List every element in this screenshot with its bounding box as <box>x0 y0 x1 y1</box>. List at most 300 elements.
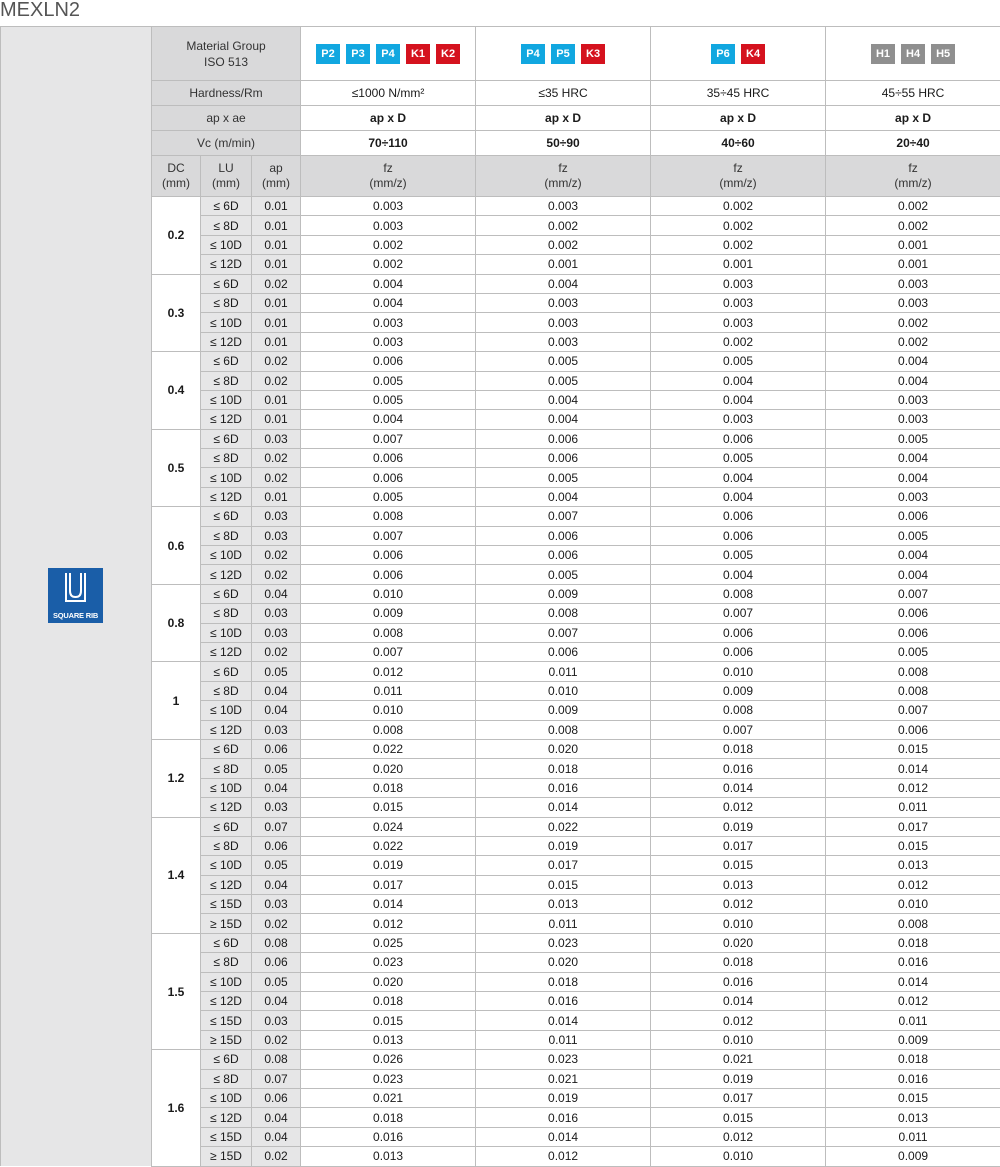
lu-cell: ≤ 10D <box>201 701 252 720</box>
fz-cell: 0.019 <box>476 836 651 855</box>
ap-cell: 0.01 <box>252 197 301 216</box>
fz-cell: 0.006 <box>476 449 651 468</box>
fz-cell: 0.008 <box>301 623 476 642</box>
fz-cell: 0.004 <box>826 371 1000 390</box>
ap-cell: 0.04 <box>252 584 301 603</box>
fz-cell: 0.002 <box>826 216 1000 235</box>
fz-cell: 0.014 <box>476 798 651 817</box>
fz-cell: 0.004 <box>476 487 651 506</box>
fz-label: fz <box>301 161 475 176</box>
fz-cell: 0.013 <box>301 1030 476 1049</box>
ap-cell: 0.02 <box>252 352 301 371</box>
table-row <box>152 623 1000 642</box>
fz-cell: 0.006 <box>651 526 826 545</box>
fz-cell: 0.018 <box>301 1108 476 1127</box>
fz-cell: 0.011 <box>301 681 476 700</box>
fz-cell: 0.007 <box>476 507 651 526</box>
fz-cell: 0.006 <box>651 642 826 661</box>
fz-header <box>826 156 1000 197</box>
fz-cell: 0.006 <box>476 546 651 565</box>
fz-cell: 0.003 <box>301 197 476 216</box>
fz-cell: 0.014 <box>826 972 1000 991</box>
lu-header <box>201 156 252 197</box>
fz-cell: 0.014 <box>651 778 826 797</box>
ap-label: ap <box>252 161 300 176</box>
lu-cell: ≤ 12D <box>201 875 252 894</box>
fz-cell: 0.007 <box>651 720 826 739</box>
table-row <box>152 720 1000 739</box>
table-row <box>152 895 1000 914</box>
table-row <box>152 759 1000 778</box>
lu-cell: ≤ 10D <box>201 972 252 991</box>
fz-unit: (mm/z) <box>476 176 650 191</box>
lu-cell: ≤ 12D <box>201 255 252 274</box>
fz-cell: 0.016 <box>476 778 651 797</box>
material-group-label: Material Group <box>152 38 300 54</box>
fz-cell: 0.008 <box>301 507 476 526</box>
fz-cell: 0.003 <box>826 487 1000 506</box>
fz-cell: 0.002 <box>651 332 826 351</box>
table-row <box>152 235 1000 254</box>
fz-cell: 0.003 <box>826 274 1000 293</box>
fz-cell: 0.002 <box>476 216 651 235</box>
fz-cell: 0.010 <box>476 681 651 700</box>
iso-badge-p6: P6 <box>711 44 735 64</box>
fz-cell: 0.002 <box>826 313 1000 332</box>
ap-cell: 0.03 <box>252 526 301 545</box>
fz-cell: 0.003 <box>301 332 476 351</box>
ap-cell: 0.08 <box>252 933 301 952</box>
table-row <box>152 1088 1000 1107</box>
ap-cell: 0.02 <box>252 1147 301 1166</box>
table-row <box>152 1030 1000 1049</box>
fz-cell: 0.012 <box>826 992 1000 1011</box>
fz-label: fz <box>826 161 1000 176</box>
ap-cell: 0.06 <box>252 739 301 758</box>
fz-cell: 0.004 <box>476 274 651 293</box>
fz-cell: 0.009 <box>301 604 476 623</box>
fz-cell: 0.006 <box>826 623 1000 642</box>
lu-cell: ≤ 12D <box>201 720 252 739</box>
table-row <box>152 778 1000 797</box>
fz-cell: 0.005 <box>651 546 826 565</box>
fz-cell: 0.016 <box>476 1108 651 1127</box>
fz-cell: 0.006 <box>826 507 1000 526</box>
fz-cell: 0.004 <box>651 390 826 409</box>
fz-cell: 0.020 <box>301 972 476 991</box>
fz-cell: 0.018 <box>301 778 476 797</box>
fz-cell: 0.018 <box>651 739 826 758</box>
fz-cell: 0.021 <box>476 1069 651 1088</box>
table-row <box>152 1011 1000 1030</box>
dc-cell: 0.2 <box>152 197 201 275</box>
ap-cell: 0.04 <box>252 778 301 797</box>
fz-cell: 0.004 <box>826 449 1000 468</box>
lu-cell: ≤ 6D <box>201 1050 252 1069</box>
fz-cell: 0.003 <box>476 332 651 351</box>
ap-cell: 0.07 <box>252 817 301 836</box>
fz-cell: 0.010 <box>301 584 476 603</box>
lu-cell: ≤ 12D <box>201 1108 252 1127</box>
fz-cell: 0.011 <box>826 1127 1000 1146</box>
table-row <box>152 972 1000 991</box>
lu-cell: ≥ 15D <box>201 1030 252 1049</box>
fz-cell: 0.009 <box>826 1030 1000 1049</box>
table-row <box>152 604 1000 623</box>
fz-cell: 0.023 <box>476 933 651 952</box>
fz-cell: 0.006 <box>651 429 826 448</box>
fz-cell: 0.008 <box>476 604 651 623</box>
fz-cell: 0.023 <box>301 1069 476 1088</box>
dc-header <box>152 156 201 197</box>
fz-cell: 0.007 <box>826 584 1000 603</box>
fz-cell: 0.021 <box>301 1088 476 1107</box>
fz-cell: 0.018 <box>826 1050 1000 1069</box>
fz-cell: 0.012 <box>651 798 826 817</box>
fz-cell: 0.005 <box>301 371 476 390</box>
lu-cell: ≤ 8D <box>201 216 252 235</box>
fz-cell: 0.012 <box>301 662 476 681</box>
group-2-badges <box>476 27 651 81</box>
dc-cell: 1.6 <box>152 1050 201 1166</box>
dc-cell: 0.4 <box>152 352 201 430</box>
table-row <box>152 449 1000 468</box>
fz-cell: 0.018 <box>826 933 1000 952</box>
table-row <box>152 856 1000 875</box>
dc-cell: 0.6 <box>152 507 201 585</box>
fz-cell: 0.010 <box>301 701 476 720</box>
lu-cell: ≤ 12D <box>201 798 252 817</box>
fz-cell: 0.013 <box>476 895 651 914</box>
fz-cell: 0.022 <box>476 817 651 836</box>
fz-cell: 0.003 <box>301 313 476 332</box>
fz-header <box>651 156 826 197</box>
fz-cell: 0.018 <box>476 759 651 778</box>
ap-cell: 0.02 <box>252 546 301 565</box>
square-rib-icon <box>65 573 86 603</box>
fz-cell: 0.004 <box>651 468 826 487</box>
table-row <box>152 1108 1000 1127</box>
table-row <box>152 914 1000 933</box>
lu-label: LU <box>201 161 251 176</box>
page-title: MEXLN2 <box>0 0 80 23</box>
square-rib-badge <box>48 568 103 623</box>
ap-cell: 0.01 <box>252 332 301 351</box>
table-row <box>152 642 1000 661</box>
fz-cell: 0.015 <box>651 856 826 875</box>
fz-cell: 0.008 <box>826 662 1000 681</box>
iso-badge-k4: K4 <box>741 44 765 64</box>
table-row <box>152 352 1000 371</box>
fz-cell: 0.015 <box>476 875 651 894</box>
fz-cell: 0.009 <box>476 584 651 603</box>
lu-cell: ≤ 12D <box>201 992 252 1011</box>
fz-cell: 0.010 <box>651 1030 826 1049</box>
dc-cell: 0.3 <box>152 274 201 352</box>
table-row <box>152 255 1000 274</box>
fz-cell: 0.011 <box>476 1030 651 1049</box>
fz-cell: 0.017 <box>301 875 476 894</box>
ap-cell: 0.02 <box>252 914 301 933</box>
fz-cell: 0.005 <box>301 487 476 506</box>
fz-cell: 0.007 <box>476 623 651 642</box>
table-row <box>152 507 1000 526</box>
fz-cell: 0.006 <box>476 642 651 661</box>
ap-cell: 0.05 <box>252 662 301 681</box>
lu-cell: ≥ 15D <box>201 1147 252 1166</box>
fz-cell: 0.016 <box>826 953 1000 972</box>
ap-cell: 0.02 <box>252 449 301 468</box>
lu-cell: ≤ 10D <box>201 856 252 875</box>
ap-cell: 0.01 <box>252 293 301 312</box>
fz-unit: (mm/z) <box>651 176 825 191</box>
lu-cell: ≤ 8D <box>201 293 252 312</box>
fz-cell: 0.003 <box>476 197 651 216</box>
iso-badge-k2: K2 <box>436 44 460 64</box>
ap-cell: 0.05 <box>252 972 301 991</box>
lu-cell: ≤ 10D <box>201 235 252 254</box>
fz-cell: 0.015 <box>826 836 1000 855</box>
fz-cell: 0.004 <box>651 565 826 584</box>
fz-cell: 0.016 <box>476 992 651 1011</box>
iso-badge-k1: K1 <box>406 44 430 64</box>
fz-cell: 0.005 <box>301 390 476 409</box>
fz-cell: 0.012 <box>651 895 826 914</box>
iso-badge-h5: H5 <box>931 44 955 64</box>
table-row <box>152 274 1000 293</box>
fz-cell: 0.004 <box>826 546 1000 565</box>
fz-cell: 0.005 <box>476 371 651 390</box>
apae-value: ap x D <box>301 106 476 131</box>
fz-cell: 0.018 <box>651 953 826 972</box>
fz-cell: 0.006 <box>301 565 476 584</box>
fz-cell: 0.004 <box>651 371 826 390</box>
dc-unit: (mm) <box>152 176 200 191</box>
fz-cell: 0.004 <box>476 390 651 409</box>
ap-cell: 0.03 <box>252 623 301 642</box>
table-row <box>152 662 1000 681</box>
dc-cell: 1.2 <box>152 739 201 817</box>
fz-cell: 0.012 <box>476 1147 651 1166</box>
fz-cell: 0.010 <box>826 895 1000 914</box>
hardness-value: 35÷45 HRC <box>651 81 826 106</box>
fz-cell: 0.005 <box>651 449 826 468</box>
fz-cell: 0.017 <box>651 836 826 855</box>
lu-cell: ≤ 10D <box>201 623 252 642</box>
fz-cell: 0.002 <box>651 235 826 254</box>
fz-unit: (mm/z) <box>301 176 475 191</box>
fz-cell: 0.018 <box>476 972 651 991</box>
fz-cell: 0.014 <box>826 759 1000 778</box>
vc-value: 70÷110 <box>301 131 476 156</box>
ap-cell: 0.07 <box>252 1069 301 1088</box>
fz-cell: 0.001 <box>651 255 826 274</box>
apae-value: ap x D <box>826 106 1000 131</box>
ap-cell: 0.04 <box>252 875 301 894</box>
ap-cell: 0.01 <box>252 255 301 274</box>
table-row <box>152 487 1000 506</box>
dc-cell: 1 <box>152 662 201 740</box>
table-row <box>152 546 1000 565</box>
fz-cell: 0.007 <box>301 526 476 545</box>
ap-cell: 0.04 <box>252 701 301 720</box>
fz-cell: 0.006 <box>301 546 476 565</box>
hardness-value: 45÷55 HRC <box>826 81 1000 106</box>
fz-cell: 0.014 <box>301 895 476 914</box>
fz-cell: 0.001 <box>826 235 1000 254</box>
ap-cell: 0.02 <box>252 1030 301 1049</box>
vc-row <box>152 131 1000 156</box>
fz-cell: 0.012 <box>301 914 476 933</box>
table-row <box>152 817 1000 836</box>
ap-cell: 0.01 <box>252 410 301 429</box>
fz-cell: 0.019 <box>301 856 476 875</box>
fz-cell: 0.002 <box>301 235 476 254</box>
table-row <box>152 836 1000 855</box>
fz-cell: 0.016 <box>651 972 826 991</box>
fz-cell: 0.004 <box>476 410 651 429</box>
fz-cell: 0.012 <box>826 875 1000 894</box>
dc-cell: 0.5 <box>152 429 201 507</box>
table-row <box>152 1050 1000 1069</box>
lu-cell: ≤ 6D <box>201 352 252 371</box>
lu-cell: ≤ 12D <box>201 565 252 584</box>
fz-cell: 0.010 <box>651 662 826 681</box>
lu-cell: ≤ 12D <box>201 642 252 661</box>
dc-cell: 1.5 <box>152 933 201 1049</box>
iso-badge-h4: H4 <box>901 44 925 64</box>
fz-cell: 0.005 <box>476 468 651 487</box>
vc-value: 20÷40 <box>826 131 1000 156</box>
lu-cell: ≤ 6D <box>201 933 252 952</box>
ap-cell: 0.03 <box>252 429 301 448</box>
lu-cell: ≤ 8D <box>201 371 252 390</box>
fz-cell: 0.024 <box>301 817 476 836</box>
fz-cell: 0.019 <box>651 1069 826 1088</box>
table-row <box>152 1147 1000 1166</box>
ap-cell: 0.04 <box>252 1108 301 1127</box>
fz-cell: 0.003 <box>651 274 826 293</box>
lu-cell: ≤ 8D <box>201 1069 252 1088</box>
ap-cell: 0.03 <box>252 507 301 526</box>
table-row <box>152 313 1000 332</box>
ap-cell: 0.03 <box>252 798 301 817</box>
group-3-badges <box>651 27 826 81</box>
table-row <box>152 875 1000 894</box>
fz-cell: 0.004 <box>826 468 1000 487</box>
fz-cell: 0.010 <box>651 914 826 933</box>
iso-badge-p4: P4 <box>376 44 400 64</box>
fz-cell: 0.016 <box>301 1127 476 1146</box>
lu-cell: ≤ 10D <box>201 546 252 565</box>
fz-cell: 0.010 <box>651 1147 826 1166</box>
ap-cell: 0.01 <box>252 390 301 409</box>
fz-cell: 0.007 <box>651 604 826 623</box>
table-row <box>152 681 1000 700</box>
fz-cell: 0.020 <box>651 933 826 952</box>
fz-cell: 0.009 <box>826 1147 1000 1166</box>
fz-cell: 0.007 <box>826 701 1000 720</box>
ap-cell: 0.03 <box>252 720 301 739</box>
fz-cell: 0.006 <box>301 449 476 468</box>
fz-cell: 0.008 <box>301 720 476 739</box>
fz-cell: 0.002 <box>301 255 476 274</box>
ap-cell: 0.06 <box>252 1088 301 1107</box>
fz-cell: 0.020 <box>476 953 651 972</box>
fz-cell: 0.015 <box>301 1011 476 1030</box>
fz-cell: 0.008 <box>651 584 826 603</box>
fz-cell: 0.014 <box>476 1127 651 1146</box>
ap-cell: 0.03 <box>252 895 301 914</box>
fz-unit: (mm/z) <box>826 176 1000 191</box>
fz-cell: 0.006 <box>826 604 1000 623</box>
ap-cell: 0.04 <box>252 1127 301 1146</box>
fz-cell: 0.003 <box>476 313 651 332</box>
table-row <box>152 410 1000 429</box>
fz-cell: 0.009 <box>476 701 651 720</box>
lu-cell: ≤ 8D <box>201 526 252 545</box>
fz-cell: 0.009 <box>651 681 826 700</box>
ap-cell: 0.06 <box>252 953 301 972</box>
fz-cell: 0.002 <box>476 235 651 254</box>
apae-value: ap x D <box>476 106 651 131</box>
fz-cell: 0.014 <box>651 992 826 1011</box>
fz-cell: 0.007 <box>301 429 476 448</box>
fz-cell: 0.017 <box>651 1088 826 1107</box>
fz-cell: 0.014 <box>476 1011 651 1030</box>
lu-cell: ≤ 8D <box>201 759 252 778</box>
lu-cell: ≤ 6D <box>201 429 252 448</box>
fz-cell: 0.018 <box>301 992 476 1011</box>
fz-cell: 0.013 <box>301 1147 476 1166</box>
lu-cell: ≤ 12D <box>201 487 252 506</box>
ap-cell: 0.04 <box>252 992 301 1011</box>
hardness-value: ≤35 HRC <box>476 81 651 106</box>
fz-cell: 0.006 <box>476 526 651 545</box>
hardness-label: Hardness/Rm <box>152 81 301 106</box>
fz-cell: 0.002 <box>651 216 826 235</box>
fz-cell: 0.006 <box>651 507 826 526</box>
fz-cell: 0.005 <box>826 642 1000 661</box>
iso-badge-p2: P2 <box>316 44 340 64</box>
lu-cell: ≤ 6D <box>201 274 252 293</box>
iso-badge-p3: P3 <box>346 44 370 64</box>
ap-cell: 0.02 <box>252 371 301 390</box>
fz-cell: 0.020 <box>476 739 651 758</box>
fz-cell: 0.003 <box>651 313 826 332</box>
lu-cell: ≤ 8D <box>201 604 252 623</box>
material-group-header <box>152 27 301 81</box>
lu-cell: ≤ 6D <box>201 507 252 526</box>
table-row <box>152 798 1000 817</box>
fz-cell: 0.025 <box>301 933 476 952</box>
table-row <box>152 216 1000 235</box>
lu-cell: ≤ 12D <box>201 332 252 351</box>
fz-cell: 0.008 <box>476 720 651 739</box>
lu-cell: ≤ 10D <box>201 468 252 487</box>
fz-cell: 0.004 <box>826 565 1000 584</box>
group-4-badges <box>826 27 1000 81</box>
vc-value: 50÷90 <box>476 131 651 156</box>
fz-cell: 0.017 <box>476 856 651 875</box>
lu-cell: ≤ 6D <box>201 662 252 681</box>
fz-cell: 0.008 <box>826 681 1000 700</box>
ap-cell: 0.01 <box>252 313 301 332</box>
fz-cell: 0.012 <box>651 1127 826 1146</box>
fz-cell: 0.004 <box>826 352 1000 371</box>
fz-cell: 0.006 <box>826 720 1000 739</box>
fz-cell: 0.001 <box>826 255 1000 274</box>
